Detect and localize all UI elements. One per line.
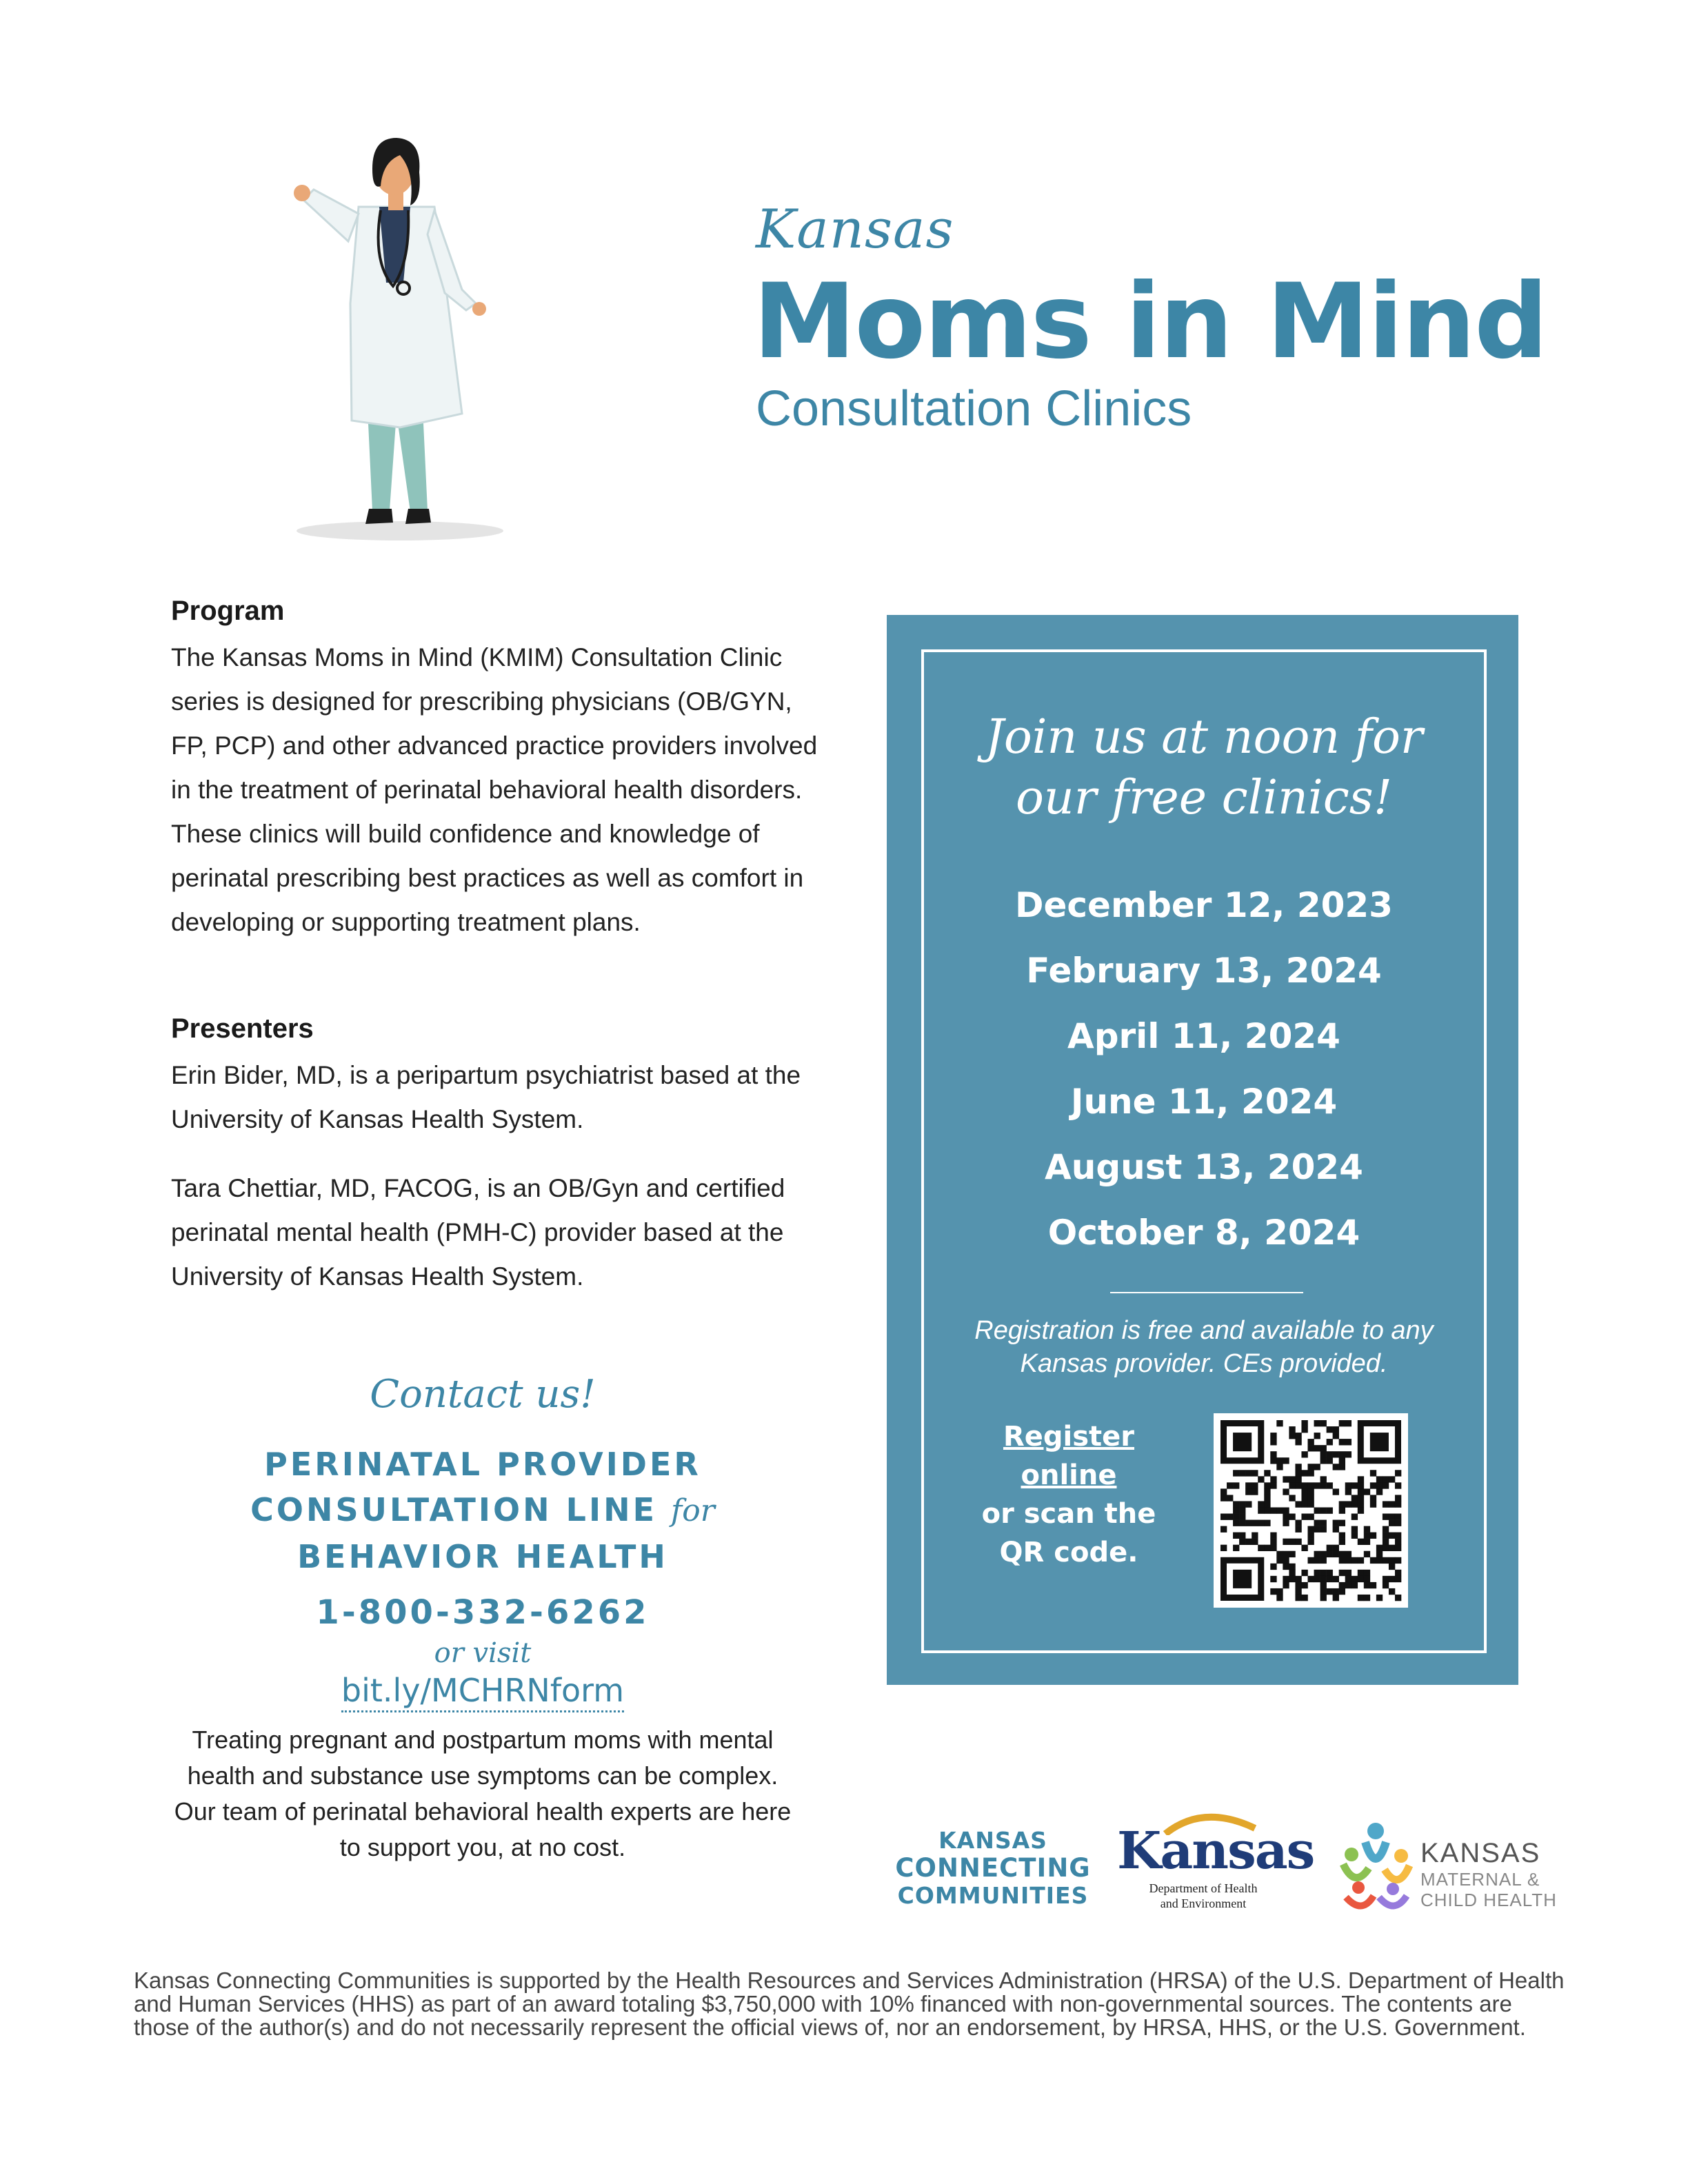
clinic-date: April 11, 2024 <box>1067 1016 1340 1056</box>
clinic-date: February 13, 2024 <box>1026 951 1382 991</box>
join-us-heading <box>924 707 1484 829</box>
family-figures-icon <box>1338 1820 1414 1917</box>
or-visit-text: or visit <box>434 1637 532 1669</box>
consultation-line-3: BEHAVIOR HEALTH <box>297 1538 668 1575</box>
kcc-logo-line-1: KANSAS <box>938 1827 1047 1854</box>
support-text: Treating pregnant and postpartum moms with mental health and substance use symptoms can be complex. Our team of perinatal behavioral health experts are here to support you, at no cost. <box>174 1726 792 1861</box>
presenter-bio: Erin Bider, MD, is a peripartum psychiatrist based at the University of Kansas Health System. <box>171 1061 801 1133</box>
contact-section <box>165 1372 800 1866</box>
consultation-line-2-text: CONSULTATION LINE <box>250 1491 657 1528</box>
register-online-link[interactable]: Register online <box>1003 1421 1135 1491</box>
doctor-illustration <box>262 124 538 552</box>
kdhe-logo-word: Kansas <box>1117 1821 1314 1881</box>
mch-logo-text <box>1420 1838 1557 1910</box>
register-line-2: or scan the <box>981 1498 1156 1530</box>
kansas-maternal-child-health-logo <box>1338 1820 1558 1923</box>
panel-border <box>921 649 1487 1653</box>
join-line-1: Join us at noon for <box>985 710 1423 765</box>
consultation-line-2 <box>165 1487 800 1534</box>
mch-logo-line-3: CHILD HEALTH <box>1420 1890 1557 1910</box>
page-subtitle: Consultation Clinics <box>756 381 1192 436</box>
clinic-date: August 13, 2024 <box>1045 1147 1363 1187</box>
register-line-3: QR code. <box>999 1537 1138 1568</box>
kcc-logo-line-2: CONNECTING <box>895 1853 1091 1883</box>
contact-form-link[interactable]: bit.ly/MCHRNform <box>341 1672 624 1712</box>
clinic-date: June 11, 2024 <box>1070 1082 1338 1122</box>
registration-line-1: Registration is free and available to any <box>974 1316 1434 1345</box>
clinic-date: December 12, 2023 <box>1015 885 1393 925</box>
register-block <box>952 1417 1186 1572</box>
for-script: for <box>671 1493 715 1528</box>
program-description: The Kansas Moms in Mind (KMIM) Consultation Clinic series is designed for prescribing physicians (OB/GYN, FP, PCP) and other advanced practice providers involved in the treatment of perinatal behavioral health disorders. These clinics will build confidence and knowledge of perinatal prescribing best practices as well as comfort in developing or supporting treatment plans. <box>171 643 818 936</box>
page-title: Moms in Mind <box>753 262 1547 382</box>
mch-logo-line-2: MATERNAL & <box>1420 1869 1540 1890</box>
registration-line-2: Kansas provider. CEs provided. <box>1020 1349 1388 1378</box>
panel-divider <box>1110 1292 1303 1293</box>
consultation-line-1: PERINATAL PROVIDER <box>264 1446 701 1483</box>
presenter-bio: Tara Chettiar, MD, FACOG, is an OB/Gyn and certified perinatal mental health (PMH-C) provider based at the University of Kansas Health System. <box>171 1174 785 1291</box>
registration-note <box>924 1314 1484 1380</box>
presenters-heading: Presenters <box>171 1013 314 1044</box>
consultation-line-title <box>165 1442 800 1579</box>
phone-number[interactable]: 1-800-332-6262 <box>316 1593 650 1632</box>
kdhe-logo-sub-1: Department of Health <box>1149 1881 1258 1895</box>
qr-code-icon[interactable] <box>1214 1413 1408 1608</box>
program-heading: Program <box>171 596 285 626</box>
clinic-date: October 8, 2024 <box>1047 1213 1360 1253</box>
kdhe-logo-sub-2: and Environment <box>1160 1897 1247 1910</box>
join-line-2: our free clinics! <box>1015 771 1393 825</box>
kansas-connecting-communities-logo <box>890 1827 1096 1910</box>
kcc-logo-line-3: COMMUNITIES <box>897 1882 1089 1909</box>
clinic-dates-panel <box>887 615 1518 1685</box>
mch-logo-line-1: KANSAS <box>1420 1838 1541 1868</box>
contact-heading: Contact us! <box>370 1372 596 1417</box>
kansas-script-heading: Kansas <box>756 199 954 261</box>
funding-disclaimer: Kansas Connecting Communities is supported by the Health Resources and Services Administration (HRSA) of the U.S. Department of Health and Human Services (HHS) as part of an award totaling $3,750,000 with 10% financed with non-governmental sources. The contents are those of the author(s) and do not necessarily represent the official views of, nor an endorsement, by HRSA, HHS, or the U.S. Government. <box>134 1968 1565 2040</box>
clinic-dates-list <box>924 873 1484 1266</box>
kdhe-logo <box>1117 1808 1314 1911</box>
